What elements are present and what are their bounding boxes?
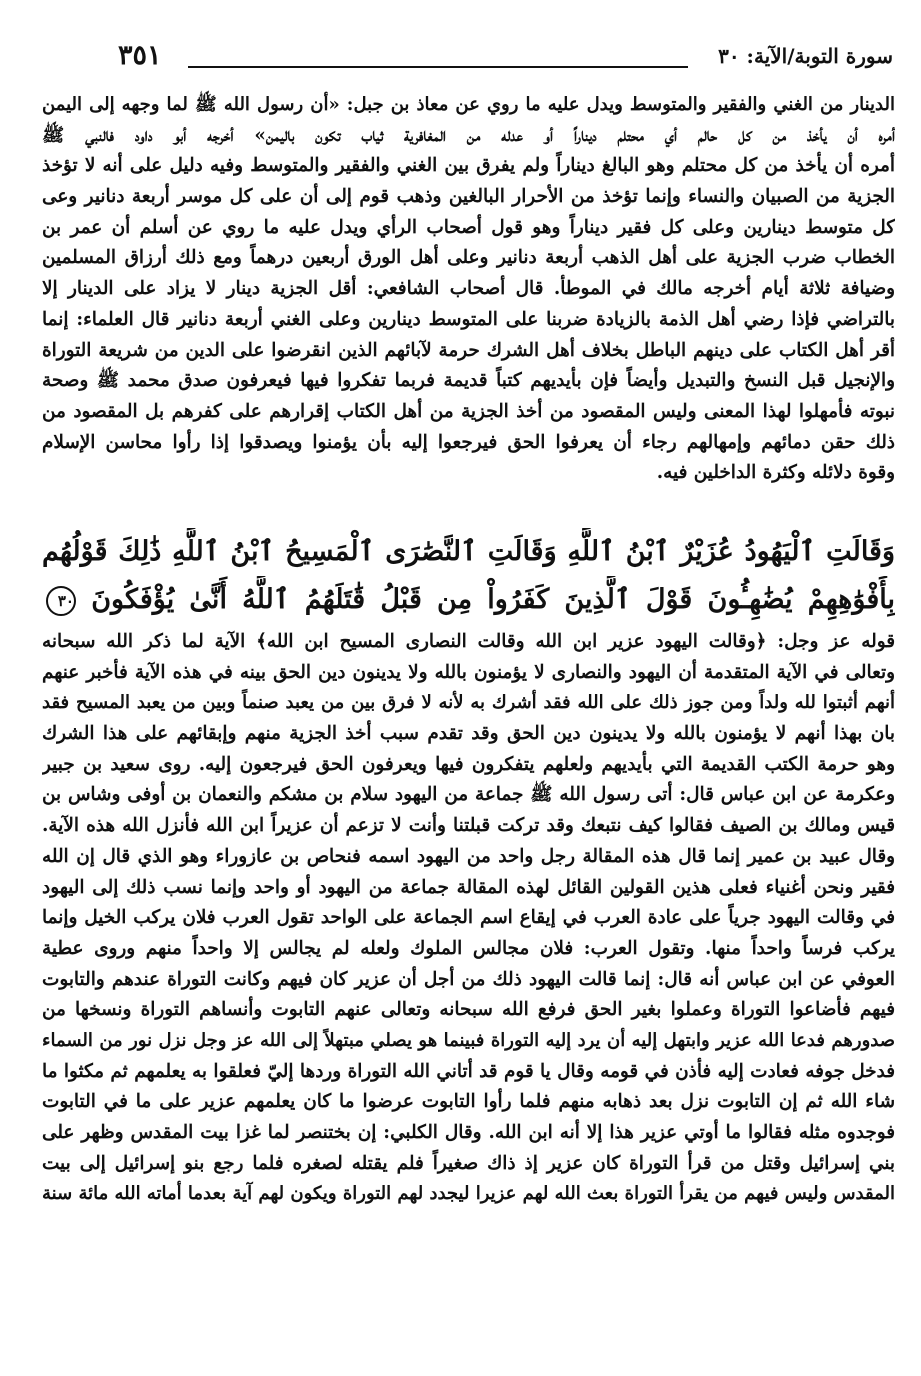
text-line: قيس ومالك بن الصيف فقالوا كيف نتبعك وقد تركت قبلتنا وأنت لا تزعم أن عزيراً ابن الله فأنزل الله هذه الآية. (42, 815, 895, 837)
text-line: كل متوسط دينارين وعلى كل فقير ديناراً وهو قول أصحاب الرأي ويدل عليه ما روي عن أسلم أن عمر بن (42, 216, 895, 238)
text-line: أمره أن يأخذ من كل محتلم وهو البالغ ديناراً ولم يفرق بين الغني والفقير والمتوسط وفيه دليل على أنه لا تؤخذ (42, 155, 895, 177)
text-line: الدينار من الغني والفقير والمتوسط ويدل عليه ما روي عن معاذ بن جبل: «أن رسول الله ﷺ لما وجهه إلى اليمن (42, 94, 895, 115)
text-line: والإنجيل قبل النسخ والتبديل وأيضاً فإن بأيديهم كتباً قديمة فربما تفكروا فيها فيعرفون صدق محمد ﷺ وصحة (42, 370, 895, 392)
text-line: يركب فرساً واحداً منها. وتقول العرب: فلان مجالس الملوك ولعله لم يجالس إلا واحداً منهم وروى عطية (42, 937, 895, 959)
text-line: فقير ونحن أغنياء فعلى هذين القولين القائل لهذه المقالة جماعة من اليهود أو واحد وإنما نسب ذلك إلى اليهود (42, 876, 895, 898)
text-line: العوفي عن ابن عباس أنه قال: إنما قالت اليهود ذلك من أجل أن عزير كان فيهم وكانت التوراة عندهم والتابوت (42, 968, 895, 990)
text-line: شاء الله ثم إن التابوت نزل بعد ذهابه منهم فلما رأوا التابوت عرضوا ما كان يعلمهم عزير على ما في التابوت (42, 1091, 895, 1113)
text-line: بان بهذا أنهم لا يؤمنون بالله ولا يدينون دين الحق وقد تقدم سبب أخذ الجزية منهم وإبقائهم على هذا الشرك (42, 723, 895, 745)
text-line: أمره أن يأخذ من كل حالم أي محتلم ديناراً أو عدله من المغافرية ثياب تكون باليمن» أخرجه أبو داود فالنبي ﷺ (42, 124, 895, 146)
commentary-paragraph-1 (42, 90, 895, 489)
text-line: فيهم فأضاعوا التوراة وعملوا بغير الحق فرفع الله سبحانه وتعالى عنهم التابوت وأنساهم التوراة ونسخها من (42, 999, 895, 1021)
text-line: بالتراضي فإذا رضي أهل الذمة بالزيادة ضربنا على المتوسط دينارين وعلى الغني أربعة دنانير قال العلماء: إنما (42, 308, 895, 330)
page-number: ٣٥١ (118, 40, 162, 71)
quran-verse-line-2 (42, 576, 895, 624)
text-line: وقوة دلائله وكثرة الداخلين فيه. (656, 462, 895, 484)
text-line: وقال عبيد بن عمير إنما قال هذه المقالة رجل واحد من اليهود اسمه فنحاص بن عازوراء وهو الذي قال إن الله (42, 845, 895, 867)
header-rule (188, 66, 688, 68)
text-line: فدخل جوفه فعادت إليه فأذن في قومه وقال يا قوم قد أتاني الله التوراة وردها إليّ فعلقوا به يعلمهم ثم مكثوا ما (42, 1060, 895, 1082)
text-line: وعكرمة عن ابن عباس قال: أتى رسول الله ﷺ جماعة من اليهود سلام بن مشكم والنعمان بن أوفى وشاس بن (42, 784, 895, 806)
quran-verse-line-2-text: بِأَفْوَٰهِهِمْ يُضَٰهِـُٔونَ قَوْلَ ٱلَّذِينَ كَفَرُواْ مِن قَبْلُ قَٰتَلَهُمُ ٱللَّهُ أَنَّىٰ يُؤْفَكُونَ (91, 584, 895, 615)
text-line: ذلك حقن دمائهم وإمهالهم رجاء أن يعرفوا الحق فيرجعوا إليه بأن يؤمنوا ويصدقوا إذا رأوا محاسن الإسلام (42, 431, 895, 453)
text-line: نبوته فأمهلوا لهذا المعنى وليس المقصود من أخذ الجزية من أهل الكتاب إقرارهم على كفرهم بل المقصود من (42, 400, 895, 422)
ayah-number-marker: ٣٠ (46, 586, 76, 616)
text-line: أنهم أثبتوا لله ولداً ومن جوز ذلك على الله فقد أشرك به لأنه لا فرق بين من يعبد صنماً وبين من يعبد المسيح فقد (42, 692, 895, 714)
text-line: الخطاب ضرب الجزية على أهل الذهب أربعة دنانير وعلى أهل الورق أربعين درهماً ومع ذلك أرزاق المسلمين (42, 247, 895, 269)
quran-verse-line-1: وَقَالَتِ ٱلْيَهُودُ عُزَيْرٌ ٱبْنُ ٱللَّهِ وَقَالَتِ ٱلنَّصَٰرَى ٱلْمَسِيحُ ٱبْنُ ٱللَّهِ ذَٰلِكَ قَوْلُهُم (42, 536, 895, 567)
running-header (118, 40, 893, 78)
text-line: المقدس وليس فيهم من يقرأ التوراة بعث الله لهم عزيرا ليجدد لهم التوراة ويكون لهم آية بعدما أماته الله مائة سنة (42, 1183, 895, 1205)
text-line: قوله عز وجل: ﴿وقالت اليهود عزير ابن الله وقالت النصارى المسيح ابن الله﴾ الآية لما ذكر الله سبحانه (42, 631, 895, 652)
text-line: وهو حرمة الكتب القديمة التي بأيديهم ولعلهم يتفكرون فيها ويعرفون الحق فيرجعون إليه. روى سعيد بن جبير (42, 753, 895, 775)
text-line: وضيافة ثلاثة أيام أخرجه مالك في الموطأ. قال أصحاب الشافعي: أقل الجزية دينار لا يزاد على الدينار إلا (42, 278, 895, 300)
text-line: فوجدوه مثله فقالوا ما أوتي عزير هذا إلا أنه ابن الله. وقال الكلبي: إن بختنصر لما غزا بيت المقدس وظهر على (42, 1122, 895, 1143)
surah-ayah-title: سورة التوبة/الآية: ٣٠ (718, 44, 893, 68)
text-line: في وقالت اليهود جرياً على عادة العرب في إيقاع اسم الجماعة على الواحد تقول العرب فلان يركب الخيل وإنما (42, 907, 895, 929)
text-line: الجزية من الصبيان والنساء وإنما تؤخذ من الأحرار البالغين وذهب قوم إلى أن على كل موسر أربعة دنانير وعى (42, 186, 895, 208)
text-line: صدورهم فدعا الله عزير وابتهل إليه أن يرد إليه التوراة فبينما هو يصلي مبتهلاً إلى الله عز وجل نزل نور من السماء (42, 1029, 895, 1051)
quran-verse (42, 528, 895, 624)
text-line: أقر أهل الكتاب على دينهم الباطل بخلاف أهل الشرك حرمة لآبائهم الذين انقرضوا على الدين من شريعة التوراة (42, 339, 895, 361)
commentary-paragraph-2 (42, 627, 895, 1210)
text-line: وتعالى في الآية المتقدمة أن اليهود والنصارى لا يؤمنون بالله ولا يدينون دين الحق بينه في هذه الآية فأخبر عنهم (42, 661, 895, 683)
text-line: بني إسرائيل وقتل من قرأ التوراة كان عزير إذ ذاك صغيراً فلم يقتله لصغره فلما رجع بنو إسرائيل إلى بيت (42, 1152, 895, 1174)
